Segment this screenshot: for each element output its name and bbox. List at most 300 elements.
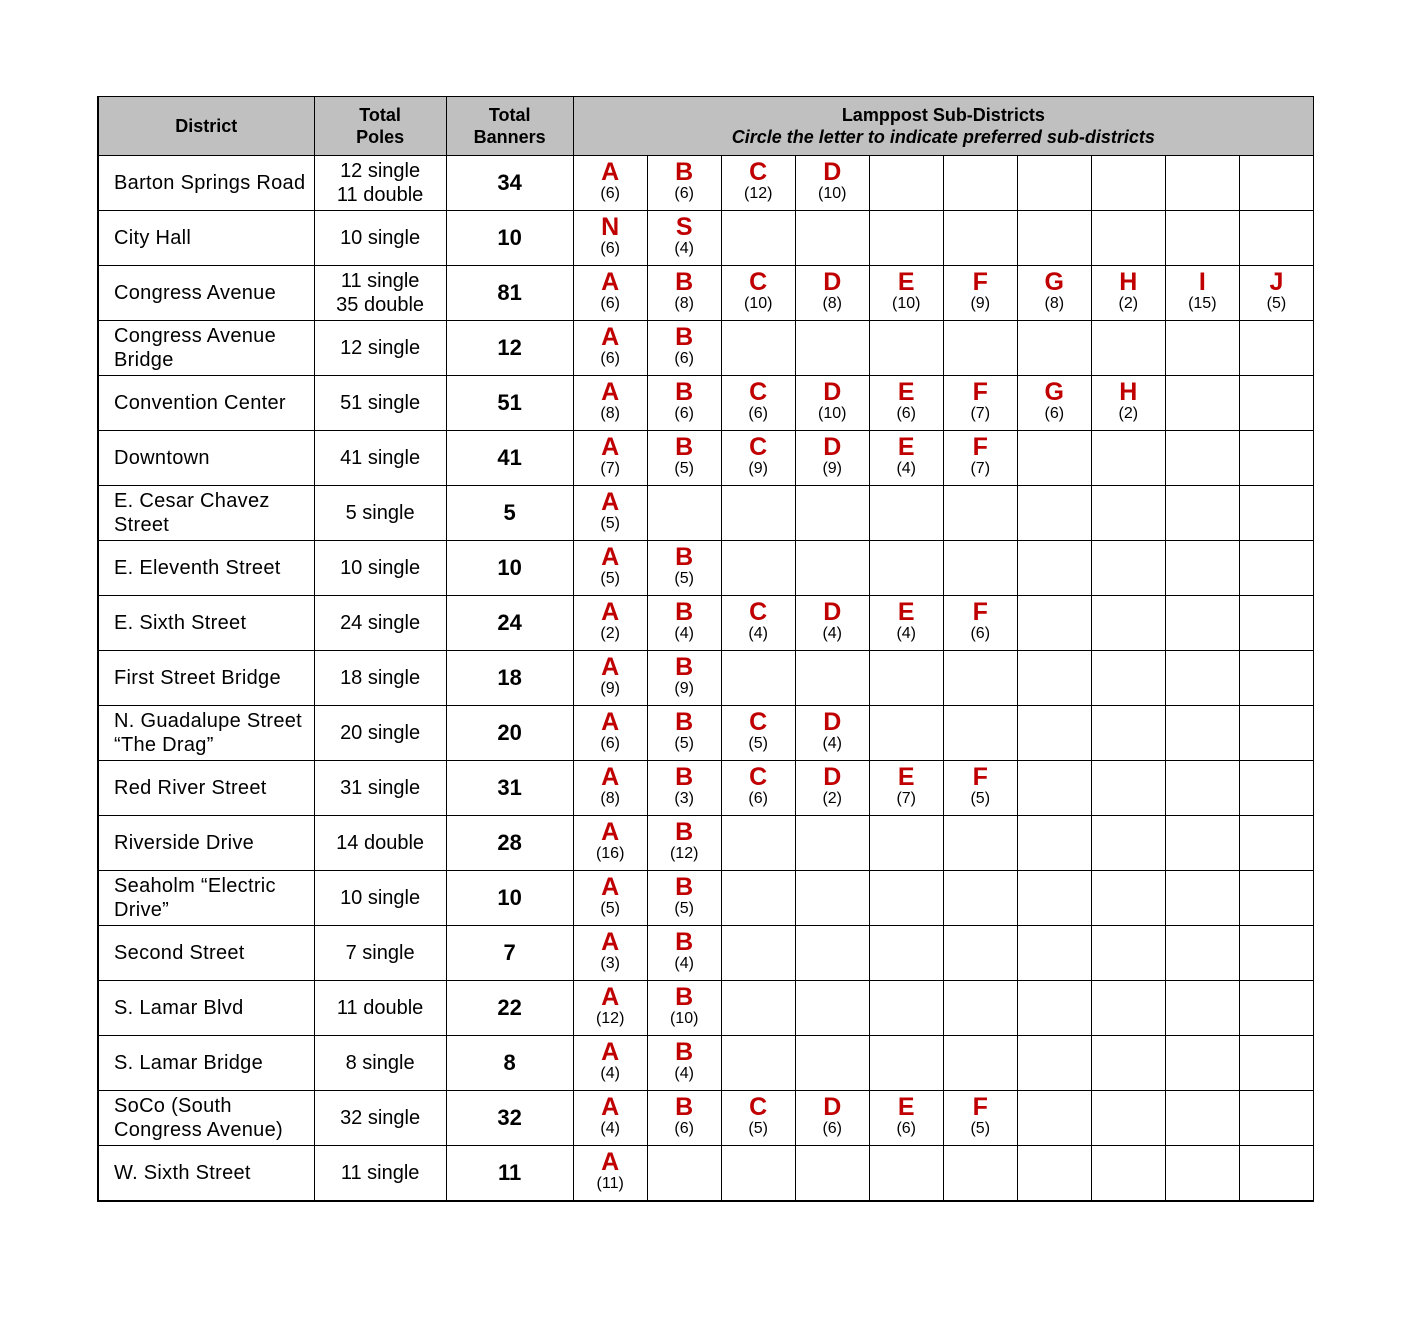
subdistrict-cell	[647, 156, 721, 211]
subdistrict-cell	[721, 1091, 795, 1146]
subdistrict-count: (6)	[600, 240, 620, 257]
total-poles: 11 double	[314, 981, 446, 1036]
empty-cell	[1091, 816, 1165, 871]
subdistrict-count: (6)	[1044, 405, 1065, 422]
subdistrict-letter[interactable]: E	[897, 378, 915, 406]
subdistrict-cell	[647, 321, 721, 376]
empty-cell	[1017, 431, 1091, 486]
subdistrict-letter[interactable]: A	[601, 158, 620, 186]
subdistrict-letter[interactable]: C	[749, 378, 768, 406]
empty-cell	[1017, 1146, 1091, 1202]
subdistrict-letter[interactable]: S	[675, 213, 693, 241]
district-name: City Hall	[98, 211, 314, 266]
subdistrict-cell	[795, 706, 869, 761]
subdistrict-cell	[573, 651, 647, 706]
empty-cell	[721, 981, 795, 1036]
empty-cell	[1165, 816, 1239, 871]
subdistrict-count: (8)	[600, 405, 620, 422]
empty-cell	[1239, 871, 1313, 926]
empty-cell	[1165, 871, 1239, 926]
subdistrict-count: (4)	[600, 1120, 620, 1137]
subdistrict-cell	[943, 1091, 1017, 1146]
subdistrict-cell	[647, 376, 721, 431]
subdistrict-count: (2)	[1118, 295, 1139, 312]
subdistrict-letter[interactable]: A	[601, 708, 620, 736]
empty-cell	[721, 321, 795, 376]
subdistrict-cell	[721, 761, 795, 816]
subdistrict-letter[interactable]: A	[601, 928, 620, 956]
subdistrict-count: (8)	[822, 295, 842, 312]
empty-cell	[1091, 431, 1165, 486]
subdistrict-cell	[647, 981, 721, 1036]
subdistrict-cell	[573, 816, 647, 871]
empty-cell	[1017, 321, 1091, 376]
empty-cell	[869, 541, 943, 596]
subdistrict-count: (6)	[822, 1120, 842, 1137]
subdistrict-letter[interactable]: A	[601, 983, 620, 1011]
subdistrict-letter[interactable]: A	[601, 488, 620, 516]
district-name: E. Sixth Street	[98, 596, 314, 651]
subdistrict-count: (12)	[669, 845, 699, 862]
subdistrict-cell	[573, 211, 647, 266]
subdistrict-cell	[647, 541, 721, 596]
empty-cell	[1165, 211, 1239, 266]
empty-cell	[1091, 541, 1165, 596]
empty-cell	[1017, 486, 1091, 541]
subdistrict-letter[interactable]: B	[675, 158, 694, 186]
subdistrict-cell	[1017, 266, 1091, 321]
empty-cell	[647, 1146, 721, 1202]
total-banners: 7	[446, 926, 573, 981]
empty-cell	[1239, 486, 1313, 541]
empty-cell	[1239, 816, 1313, 871]
total-poles-header: Total Poles	[314, 97, 446, 156]
subdistrict-count: (6)	[896, 405, 917, 422]
table-row	[98, 1036, 1314, 1091]
total-poles: 24 single	[314, 596, 446, 651]
subdistrict-letter[interactable]: B	[675, 983, 694, 1011]
subdistrict-letter[interactable]: C	[749, 1093, 768, 1121]
subdistrict-letter[interactable]: C	[749, 433, 768, 461]
subdistrict-letter[interactable]: A	[601, 598, 620, 626]
subdistrict-letter[interactable]: E	[897, 763, 915, 791]
empty-cell	[1017, 1036, 1091, 1091]
subdistrict-cell	[795, 266, 869, 321]
empty-cell	[1017, 981, 1091, 1036]
empty-cell	[1239, 596, 1313, 651]
subdistrict-letter[interactable]: D	[823, 708, 842, 736]
empty-cell	[1017, 1091, 1091, 1146]
subdistrict-count: (2)	[1118, 405, 1139, 422]
subdistrict-letter[interactable]: A	[601, 433, 620, 461]
empty-cell	[1239, 156, 1313, 211]
district-name: Congress Avenue	[98, 266, 314, 321]
empty-cell	[1091, 596, 1165, 651]
subdistrict-letter[interactable]: A	[601, 1038, 620, 1066]
empty-cell	[1091, 156, 1165, 211]
empty-cell	[1091, 1091, 1165, 1146]
table-row	[98, 1146, 1314, 1202]
empty-cell	[943, 321, 1017, 376]
total-banners: 28	[446, 816, 573, 871]
subdistrict-letter[interactable]: E	[897, 598, 915, 626]
empty-cell	[1239, 321, 1313, 376]
district-name: Convention Center	[98, 376, 314, 431]
subdistrict-letter[interactable]: B	[675, 378, 694, 406]
subdistrict-letter[interactable]: B	[675, 1093, 694, 1121]
subdistrict-cell	[721, 431, 795, 486]
subdistrict-letter[interactable]: C	[749, 268, 768, 296]
empty-cell	[943, 816, 1017, 871]
subdistrict-cell	[647, 1091, 721, 1146]
subdistrict-count: (4)	[674, 625, 694, 642]
subdistrict-count: (4)	[748, 625, 768, 642]
subdistrict-letter[interactable]: A	[601, 1093, 620, 1121]
empty-cell	[1091, 706, 1165, 761]
subdistrict-cell	[647, 431, 721, 486]
empty-cell	[795, 211, 869, 266]
empty-cell	[943, 871, 1017, 926]
subdistrict-letter[interactable]: D	[823, 598, 842, 626]
subdistrict-count: (8)	[600, 790, 620, 807]
total-poles: 14 double	[314, 816, 446, 871]
total-banners: 22	[446, 981, 573, 1036]
empty-cell	[721, 1146, 795, 1202]
total-banners: 41	[446, 431, 573, 486]
subdistrict-letter[interactable]: B	[675, 873, 694, 901]
subdistrict-letter[interactable]: F	[972, 763, 988, 791]
district-name: W. Sixth Street	[98, 1146, 314, 1202]
empty-cell	[1239, 706, 1313, 761]
subdistrict-letter[interactable]: J	[1269, 268, 1284, 296]
subdistrict-letter[interactable]: E	[897, 268, 915, 296]
subdistrict-letter[interactable]: G	[1044, 268, 1064, 296]
empty-cell	[1165, 321, 1239, 376]
subdistrict-letter[interactable]: D	[823, 763, 842, 791]
subdistrict-count: (6)	[600, 295, 620, 312]
subdistrict-cell	[869, 1091, 943, 1146]
empty-cell	[647, 486, 721, 541]
total-banners: 32	[446, 1091, 573, 1146]
subdistrict-letter[interactable]: D	[823, 158, 842, 186]
empty-cell	[1017, 651, 1091, 706]
empty-cell	[1091, 321, 1165, 376]
subdistrict-count: (5)	[674, 460, 694, 477]
subdistrict-count: (9)	[600, 680, 620, 697]
subdistrict-letter[interactable]: D	[823, 378, 842, 406]
subdistrict-letter[interactable]: A	[601, 873, 620, 901]
total-poles: 7 single	[314, 926, 446, 981]
total-poles: 12 single	[314, 321, 446, 376]
subdistrict-letter[interactable]: C	[749, 708, 768, 736]
subdistrict-letter[interactable]: F	[972, 378, 988, 406]
subdistrict-count: (6)	[674, 185, 694, 202]
subdistrict-letter[interactable]: B	[675, 598, 694, 626]
table-row	[98, 211, 1314, 266]
empty-cell	[1017, 926, 1091, 981]
subdistrict-letter[interactable]: F	[972, 598, 988, 626]
total-banners: 8	[446, 1036, 573, 1091]
empty-cell	[943, 1146, 1017, 1202]
subdistrict-count: (5)	[600, 900, 620, 917]
district-name: Red River Street	[98, 761, 314, 816]
total-banners: 11	[446, 1146, 573, 1202]
subdistrict-count: (5)	[600, 515, 620, 532]
subdistrict-cell	[943, 431, 1017, 486]
total-poles: 8 single	[314, 1036, 446, 1091]
subdistrict-cell	[573, 871, 647, 926]
subdistrict-count: (5)	[600, 570, 620, 587]
empty-cell	[1239, 1036, 1313, 1091]
empty-cell	[721, 651, 795, 706]
table-row	[98, 266, 1314, 321]
subdistrict-letter[interactable]: D	[823, 1093, 842, 1121]
subdistrict-cell	[573, 486, 647, 541]
subdistrict-letter[interactable]: I	[1198, 268, 1206, 296]
table-row	[98, 596, 1314, 651]
district-name: Second Street	[98, 926, 314, 981]
subdistrict-letter[interactable]: B	[675, 928, 694, 956]
subdistrict-letter[interactable]: A	[601, 268, 620, 296]
empty-cell	[1239, 376, 1313, 431]
subdistrict-letter[interactable]: E	[897, 433, 915, 461]
total-poles: 10 single	[314, 871, 446, 926]
empty-cell	[1239, 981, 1313, 1036]
table-row	[98, 376, 1314, 431]
subdistrict-letter[interactable]: C	[749, 158, 768, 186]
subdistrict-count: (5)	[1266, 295, 1287, 312]
subdistrict-count: (6)	[674, 405, 694, 422]
subdistrict-count: (4)	[674, 240, 694, 257]
empty-cell	[795, 981, 869, 1036]
subdistrict-count: (12)	[595, 1010, 625, 1027]
empty-cell	[1091, 486, 1165, 541]
total-banners: 31	[446, 761, 573, 816]
subdistrict-cell	[573, 266, 647, 321]
subdistrict-cell	[795, 596, 869, 651]
empty-cell	[1165, 1091, 1239, 1146]
lamppost-instruction: Circle the letter to indicate preferred sub-districts	[731, 127, 1155, 147]
subdistrict-count: (10)	[892, 295, 921, 312]
subdistrict-cell	[647, 926, 721, 981]
total-poles: 18 single	[314, 651, 446, 706]
empty-cell	[1165, 706, 1239, 761]
empty-cell	[721, 486, 795, 541]
subdistrict-letter[interactable]: A	[601, 378, 620, 406]
empty-cell	[1017, 596, 1091, 651]
subdistrict-letter[interactable]: B	[675, 433, 694, 461]
empty-cell	[721, 541, 795, 596]
subdistrict-count: (5)	[674, 735, 694, 752]
district-name: S. Lamar Bridge	[98, 1036, 314, 1091]
empty-cell	[1165, 651, 1239, 706]
empty-cell	[869, 816, 943, 871]
subdistrict-letter[interactable]: D	[823, 433, 842, 461]
table-row	[98, 486, 1314, 541]
subdistrict-count: (4)	[674, 1065, 694, 1082]
subdistrict-count: (5)	[674, 900, 694, 917]
total-poles: 10 single	[314, 541, 446, 596]
subdistrict-count: (10)	[743, 295, 773, 312]
empty-cell	[795, 1146, 869, 1202]
total-banners: 10	[446, 871, 573, 926]
table-row	[98, 761, 1314, 816]
total-banners: 10	[446, 541, 573, 596]
subdistrict-count: (3)	[674, 790, 694, 807]
subdistrict-cell	[721, 596, 795, 651]
empty-cell	[943, 706, 1017, 761]
subdistrict-cell	[721, 376, 795, 431]
empty-cell	[795, 816, 869, 871]
empty-cell	[869, 486, 943, 541]
total-banners: 24	[446, 596, 573, 651]
empty-cell	[869, 926, 943, 981]
subdistrict-cell	[1239, 266, 1313, 321]
subdistrict-cell	[647, 816, 721, 871]
district-name: First Street Bridge	[98, 651, 314, 706]
subdistrict-count: (4)	[674, 955, 694, 972]
empty-cell	[943, 156, 1017, 211]
empty-cell	[869, 321, 943, 376]
empty-cell	[1239, 541, 1313, 596]
subdistrict-letter[interactable]: A	[601, 653, 620, 681]
subdistrict-cell	[647, 706, 721, 761]
empty-cell	[1091, 926, 1165, 981]
subdistrict-count: (15)	[1188, 295, 1217, 312]
empty-cell	[1017, 871, 1091, 926]
subdistrict-letter[interactable]: A	[601, 818, 620, 846]
empty-cell	[721, 1036, 795, 1091]
subdistrict-cell	[647, 871, 721, 926]
subdistrict-letter[interactable]: C	[749, 598, 768, 626]
empty-cell	[1165, 431, 1239, 486]
empty-cell	[795, 321, 869, 376]
empty-cell	[1091, 871, 1165, 926]
subdistrict-count: (6)	[600, 735, 620, 752]
district-name: SoCo (South Congress Avenue)	[98, 1091, 314, 1146]
subdistrict-cell	[573, 1146, 647, 1202]
subdistrict-letter[interactable]: A	[601, 323, 620, 351]
subdistrict-cell	[1091, 266, 1165, 321]
table-row	[98, 156, 1314, 211]
subdistrict-letter[interactable]: F	[972, 1093, 988, 1121]
total-banners: 81	[446, 266, 573, 321]
empty-cell	[721, 816, 795, 871]
total-banners: 18	[446, 651, 573, 706]
empty-cell	[795, 651, 869, 706]
subdistrict-letter[interactable]: B	[675, 763, 694, 791]
subdistrict-cell	[647, 596, 721, 651]
subdistrict-letter[interactable]: H	[1119, 378, 1138, 406]
subdistrict-cell	[573, 1036, 647, 1091]
subdistrict-cell	[795, 156, 869, 211]
subdistrict-letter[interactable]: B	[675, 653, 694, 681]
subdistrict-count: (5)	[748, 1120, 768, 1137]
total-poles: 12 single 11 double	[314, 156, 446, 211]
district-name: S. Lamar Blvd	[98, 981, 314, 1036]
total-poles: 20 single	[314, 706, 446, 761]
subdistrict-count: (7)	[970, 460, 991, 477]
district-name: Seaholm “Electric Drive”	[98, 871, 314, 926]
total-poles: 10 single	[314, 211, 446, 266]
subdistrict-count: (10)	[669, 1010, 699, 1027]
subdistrict-cell	[869, 431, 943, 486]
total-poles: 51 single	[314, 376, 446, 431]
subdistrict-count: (5)	[674, 570, 694, 587]
subdistrict-letter[interactable]: N	[601, 213, 620, 241]
subdistrict-letter[interactable]: H	[1119, 268, 1138, 296]
empty-cell	[1091, 761, 1165, 816]
subdistrict-cell	[943, 376, 1017, 431]
subdistrict-cell	[647, 651, 721, 706]
subdistrict-letter[interactable]: A	[601, 763, 620, 791]
table-row	[98, 926, 1314, 981]
subdistrict-letter[interactable]: F	[972, 268, 988, 296]
subdistrict-letter[interactable]: A	[601, 543, 620, 571]
empty-cell	[943, 486, 1017, 541]
subdistrict-count: (9)	[748, 460, 768, 477]
subdistrict-letter[interactable]: B	[675, 818, 694, 846]
subdistrict-cell	[573, 321, 647, 376]
empty-cell	[1239, 211, 1313, 266]
subdistrict-count: (9)	[970, 295, 991, 312]
subdistrict-count: (5)	[748, 735, 768, 752]
subdistrict-letter[interactable]: E	[897, 1093, 915, 1121]
subdistrict-cell	[943, 596, 1017, 651]
total-banners: 34	[446, 156, 573, 211]
subdistrict-letter[interactable]: B	[675, 708, 694, 736]
subdistrict-cell	[1091, 376, 1165, 431]
empty-cell	[795, 541, 869, 596]
subdistrict-letter[interactable]: D	[823, 268, 842, 296]
district-name: Riverside Drive	[98, 816, 314, 871]
subdistrict-letter[interactable]: B	[675, 268, 694, 296]
subdistrict-cell	[869, 596, 943, 651]
subdistrict-count: (8)	[1044, 295, 1065, 312]
subdistrict-letter[interactable]: B	[675, 543, 694, 571]
empty-cell	[1091, 651, 1165, 706]
total-banners-header: Total Banners	[446, 97, 573, 156]
total-banners: 10	[446, 211, 573, 266]
subdistrict-cell	[869, 376, 943, 431]
subdistrict-cell	[647, 266, 721, 321]
subdistrict-cell	[795, 376, 869, 431]
empty-cell	[943, 541, 1017, 596]
header-row	[98, 97, 1314, 156]
subdistrict-count: (5)	[970, 1120, 991, 1137]
empty-cell	[1017, 156, 1091, 211]
subdistrict-cell	[573, 926, 647, 981]
subdistrict-letter[interactable]: G	[1044, 378, 1064, 406]
subdistrict-letter[interactable]: B	[675, 1038, 694, 1066]
empty-cell	[1017, 211, 1091, 266]
subdistrict-cell	[795, 431, 869, 486]
district-name: E. Eleventh Street	[98, 541, 314, 596]
subdistrict-letter[interactable]: C	[749, 763, 768, 791]
subdistrict-letter[interactable]: A	[601, 1148, 620, 1176]
total-poles: 11 single	[314, 1146, 446, 1202]
subdistrict-letter[interactable]: B	[675, 323, 694, 351]
empty-cell	[1017, 761, 1091, 816]
empty-cell	[1017, 706, 1091, 761]
lamppost-title: Lamppost Sub-Districts	[841, 105, 1045, 125]
subdistrict-letter[interactable]: F	[972, 433, 988, 461]
subdistrict-count: (16)	[595, 845, 625, 862]
empty-cell	[721, 211, 795, 266]
empty-cell	[869, 981, 943, 1036]
subdistrict-count: (7)	[600, 460, 620, 477]
subdistrict-count: (8)	[674, 295, 694, 312]
